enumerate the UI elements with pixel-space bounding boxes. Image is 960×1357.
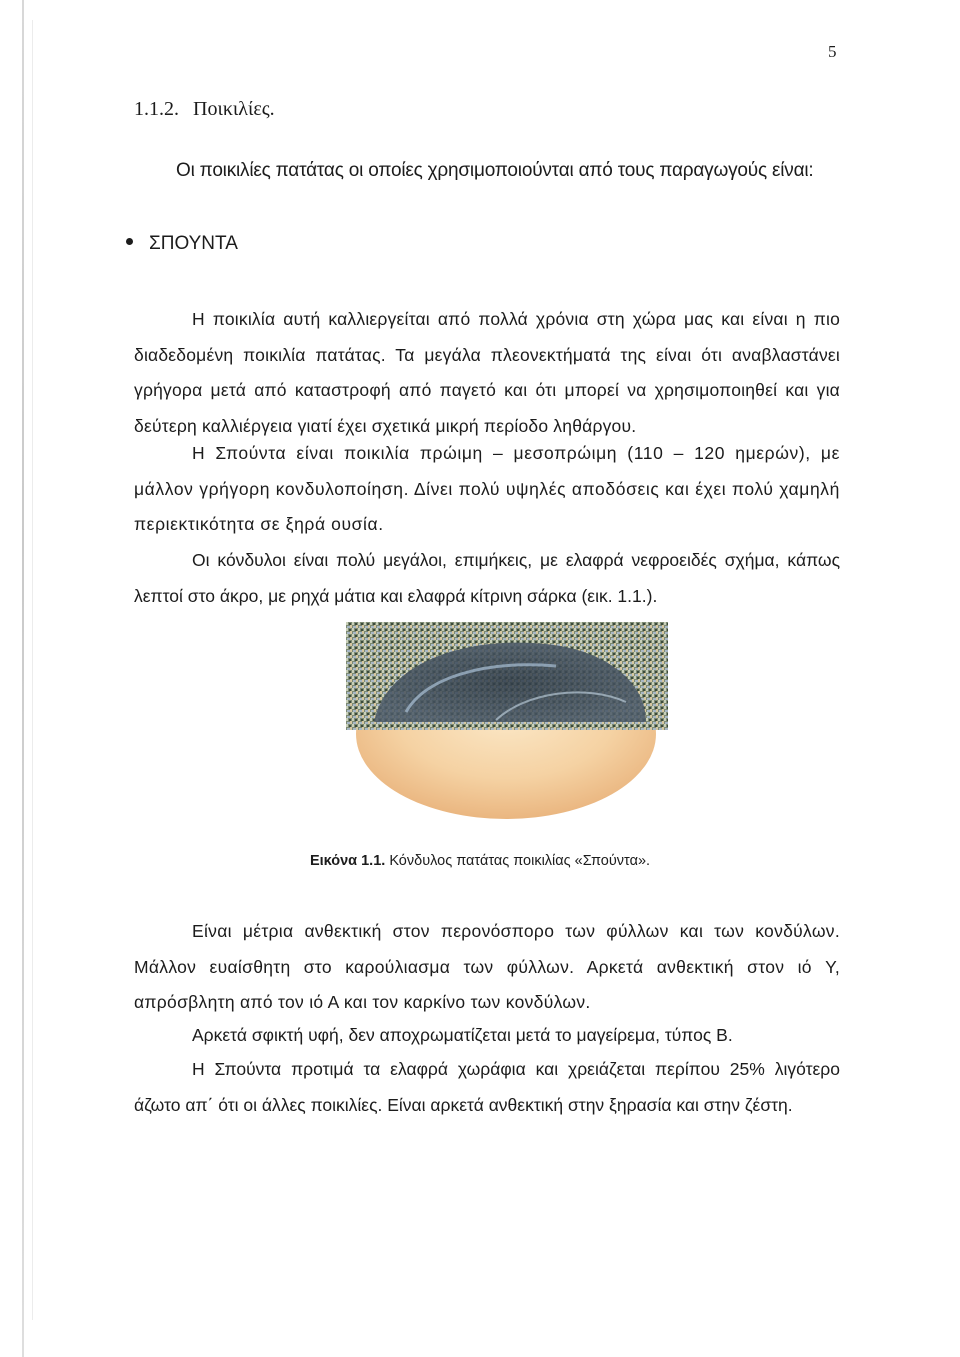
intro-text: Οι ποικιλίες πατάτας οι οποίες χρησιμοποιούνται από τους παραγωγούς είναι:	[176, 160, 814, 181]
figure-label: Εικόνα 1.1.	[309, 853, 386, 869]
figure-caption	[0, 853, 960, 869]
scan-edge	[22, 0, 24, 1357]
section-heading	[134, 98, 275, 121]
paragraph-description-text: Η ποικιλία αυτή καλλιεργείται από πολλά χρόνια στη χώρα μας και είναι η πιο διαδεδομένη ποικιλία πατάτας. Τα μεγάλα πλεονεκτήματά της είναι ότι αναβλαστάνει γρήγορα μετά από καταστροφή από παγετό και ότι μπορεί να χρησιμοποιηθεί και για δεύτερη καλλιέργεια γιατί έχει σχετικά μικρή περίοδο ληθάργου.	[134, 309, 840, 436]
paragraph-earliness-text: Η Σπούντα είναι ποικιλία πρώιμη – μεσοπρώιμη (110 – 120 ημερών), με μάλλον γρήγορη κονδυλοποίηση. Δίνει πολύ υψηλές αποδόσεις και έχει πολύ χαμηλή περιεκτικότητα σε ξηρά ουσία.	[134, 443, 840, 534]
bullet-dot-icon	[126, 238, 133, 245]
paragraph-soil-text: Η Σπούντα προτιμά τα ελαφρά χωράφια και χρειάζεται περίπου 25% λιγότερο άζωτο απ΄ ότι οι άλλες ποικιλίες. Είναι αρκετά ανθεκτική στην ξηρασία και στην ζέστη.	[134, 1059, 840, 1115]
scan-edge-line	[32, 20, 33, 1320]
page-number: 5	[828, 42, 837, 61]
paragraph-resistance	[134, 914, 840, 1021]
paragraph-resistance-text: Είναι μέτρια ανθεκτική στον περονόσπορο των φύλλων και των κονδύλων. Μάλλον ευαίσθητη στο καρούλιασμα των φύλλων. Αρκετά ανθεκτική στον ιό Y, απρόσβλητη από τον ιό Α και τον καρκίνο των κονδύλων.	[134, 921, 840, 1012]
paragraph-tubers	[134, 543, 840, 614]
paragraph-soil	[134, 1052, 840, 1123]
potato-tuber-image	[346, 622, 668, 830]
variety-bullet	[126, 233, 238, 255]
variety-name: ΣΠΟΥΝΤΑ	[149, 233, 238, 254]
paragraph-earliness	[134, 436, 840, 543]
figure-caption-text: Κόνδυλος πατάτας ποικιλίας «Σπούντα».	[389, 853, 651, 869]
paragraph-texture	[134, 1018, 840, 1054]
section-number: 1.1.2.	[134, 98, 179, 120]
paragraph-tubers-text: Οι κόνδυλοι είναι πολύ μεγάλοι, επιμήκεις, με ελαφρά νεφροειδές σχήμα, κάπως λεπτοί στο άκρο, με ρηχά μάτια και ελαφρά κίτρινη σάρκα (εικ. 1.1.).	[134, 550, 840, 606]
section-title: Ποικιλίες.	[193, 98, 275, 120]
paragraph-description	[134, 302, 840, 444]
paragraph-texture-text: Αρκετά σφικτή υφή, δεν αποχρωματίζεται μετά το μαγείρεμα, τύπος Β.	[192, 1025, 733, 1045]
